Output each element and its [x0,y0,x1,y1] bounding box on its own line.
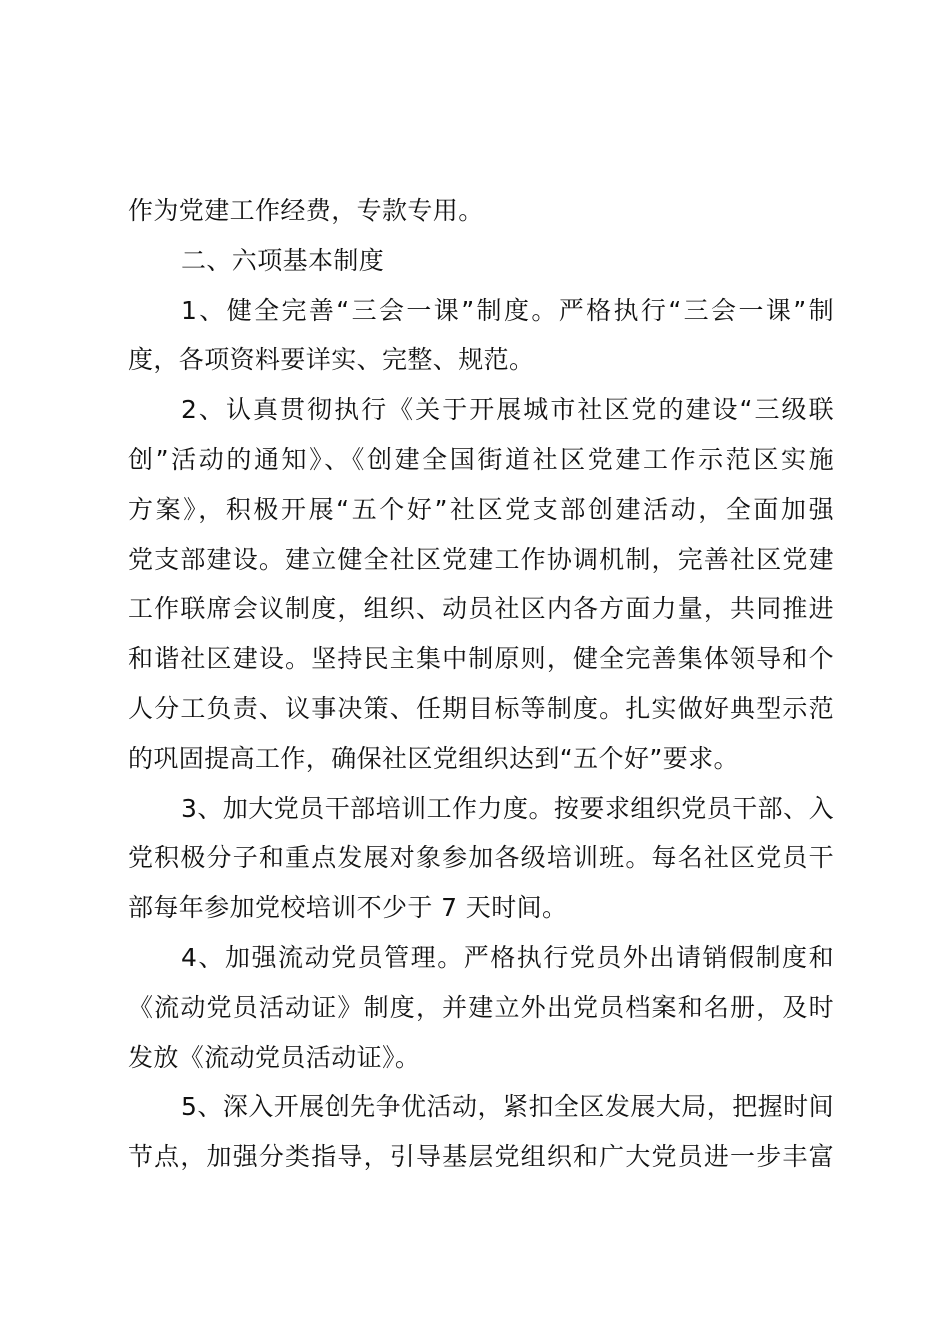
text-line-9: 工作联席会议制度，组织、动员社区内各方面力量，共同推进 [128,594,834,624]
text-line-20: 节点，加强分类指导，引导基层党组织和广大党员进一步丰富 [128,1142,834,1172]
text-line-18: 发放《流动党员活动证》。 [128,1042,421,1072]
text-line-19: 5、深入开展创先争优活动，紧扣全区发展大局，把握时间 [181,1092,834,1122]
text-line-5: 2、认真贯彻执行《关于开展城市社区党的建设“三级联 [181,395,834,425]
section-heading: 二、六项基本制度 [181,245,385,275]
text-line-3: 1、健全完善“三会一课”制度。严格执行“三会一课”制 [181,295,834,325]
text-line-11: 人分工负责、议事决策、任期目标等制度。扎实做好典型示范 [128,693,834,723]
text-line-13: 3、加大党员干部培训工作力度。按要求组织党员干部、入 [181,793,834,823]
text-line-15: 部每年参加党校培训不少于 7 天时间。 [128,893,568,923]
text-line-8: 党支部建设。建立健全社区党建工作协调机制，完善社区党建 [128,544,834,574]
document-body [128,186,834,1182]
text-line-4: 度，各项资料要详实、完整、规范。 [128,345,535,375]
text-line-17: 《流动党员活动证》制度，并建立外出党员档案和名册，及时 [128,992,834,1022]
text-line-1: 作为党建工作经费，专款专用。 [128,196,484,225]
text-line-14: 党积极分子和重点发展对象参加各级培训班。每名社区党员干 [128,843,834,873]
text-line-12: 的巩固提高工作，确保社区党组织达到“五个好”要求。 [128,743,739,773]
text-line-10: 和谐社区建设。坚持民主集中制原则，健全完善集体领导和个 [128,644,834,674]
text-line-16: 4、加强流动党员管理。严格执行党员外出请销假制度和 [181,942,834,972]
text-line-7: 方案》，积极开展“五个好”社区党支部创建活动，全面加强 [128,494,834,524]
text-line-6: 创”活动的通知》、《创建全国街道社区党建工作示范区实施 [128,444,834,474]
